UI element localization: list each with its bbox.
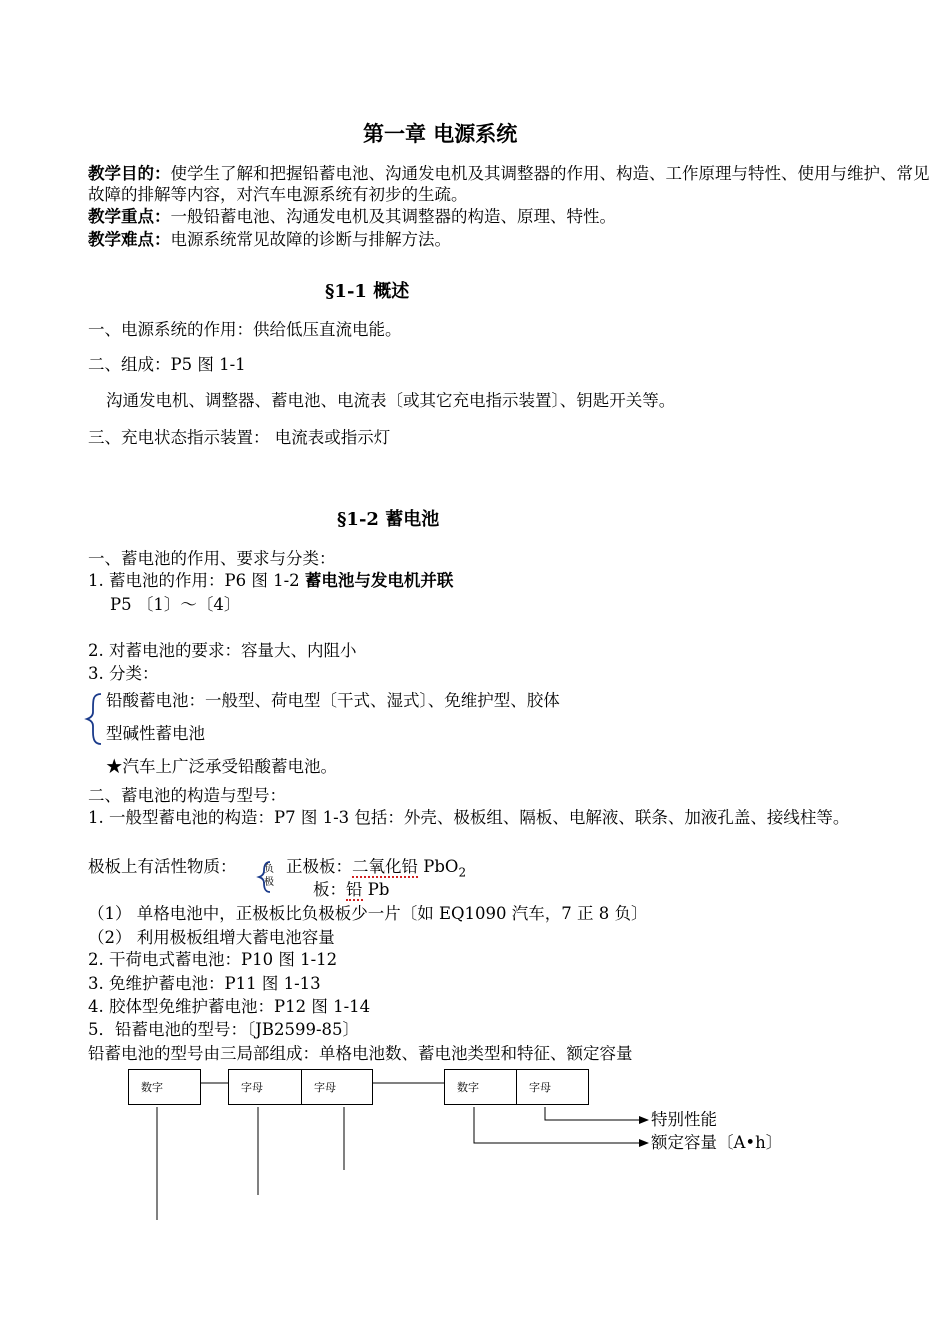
battery-line-1: 一、蓄电池的作用、要求与分类： (88, 549, 336, 568)
model-box-letter-special: 字母 (516, 1069, 589, 1105)
teaching-focus-text: 一般铅蓄电池、沟通发电机及其调整器的构造、原理、特性。 (170, 207, 616, 226)
section-1-1-line-1: 一、电源系统的作用：供给低压直流电能。 (88, 320, 402, 339)
battery-line-2 (88, 571, 453, 591)
battery-line-19: 铅蓄电池的型号由三局部组成：单格电池数、蓄电池类型和特征、额定容量 (88, 1044, 633, 1063)
battery-line-14: （2） 利用极板组增大蓄电池容量 (88, 928, 335, 947)
lead-dioxide: 二氧化铅 (352, 857, 418, 876)
battery-line-16: 3. 免维护蓄电池：P11 图 1-13 (88, 974, 321, 993)
teaching-focus (88, 207, 616, 227)
section-1-1-line-3: 沟通发电机、调整器、蓄电池、电流表〔或其它充电指示装置〕、钥匙开关等。 (106, 391, 676, 410)
battery-line-5: 3. 分类： (88, 664, 159, 683)
battery-line-4: 2. 对蓄电池的要求：容量大、内阻小 (88, 641, 357, 660)
model-box-letter-type: 字母 (228, 1069, 302, 1105)
battery-line-10: 1. 一般型蓄电池的构造：P7 图 1-3 包括：外壳、极板组、隔板、电解液、联条、加液孔盖、接线柱等。 (88, 808, 850, 827)
battery-line-17: 4. 胶体型免维护蓄电池：P12 图 1-14 (88, 997, 371, 1016)
teaching-focus-label: 教学重点： (88, 207, 171, 226)
model-box-number-cells: 数字 (128, 1069, 201, 1105)
battery-function-bold: 蓄电池与发电机并联 (304, 571, 454, 590)
battery-line-15: 2. 干荷电式蓄电池：P10 图 1-12 (88, 950, 338, 969)
section-1-1-line-4: 三、充电状态指示装置： 电流表或指示灯 (88, 428, 391, 447)
negative-plate (313, 880, 389, 900)
section-1-1-line-2: 二、组成：P5 图 1-1 (88, 355, 246, 374)
teaching-purpose (88, 163, 930, 206)
battery-line-7: 型碱性蓄电池 (106, 724, 205, 743)
teaching-purpose-text: 使学生了解和把握铅蓄电池、沟通发电机及其调整器的作用、构造、工作原理与特性、使用与维护、常见故障的排解等内容，对汽车电源系统有初步的生疏。 (88, 164, 930, 205)
teaching-difficulty (88, 230, 451, 250)
chapter-title: 第一章 电源系统 (363, 121, 518, 146)
battery-function: 1. 蓄电池的作用：P6 图 1-2 (88, 571, 305, 590)
pbo2-subscript: 2 (458, 865, 467, 880)
teaching-difficulty-label: 教学难点： (88, 230, 171, 249)
label-rated-capacity: 额定容量〔A•h〕 (651, 1133, 783, 1152)
negative-plate-prefix: 板： (313, 880, 346, 899)
label-special-performance: 特别性能 (651, 1110, 717, 1129)
section-1-2-heading: §1-2 蓄电池 (337, 509, 440, 530)
battery-line-18: 5．铅蓄电池的型号：〔JB2599-85〕 (88, 1020, 360, 1039)
positive-plate (286, 857, 466, 880)
model-box-number-capacity: 数字 (444, 1069, 517, 1105)
teaching-purpose-label: 教学目的： (88, 164, 171, 183)
battery-line-3: P5 〔1〕～〔4〕 (110, 595, 241, 614)
pb-formula: Pb (362, 880, 390, 899)
teaching-difficulty-text: 电源系统常见故障的诊断与排解方法。 (170, 230, 451, 249)
lead: 铅 (346, 880, 363, 899)
battery-line-13: （1） 单格电池中，正极板比负极板少一片〔如 EQ1090 汽车，7 正 8 负〕 (88, 904, 648, 923)
battery-line-11: 极板上有活性物质： (88, 857, 237, 876)
positive-plate-prefix: 正极板： (286, 857, 352, 876)
model-box-letter-feature: 字母 (301, 1069, 373, 1105)
section-1-1-heading: §1-1 概述 (325, 281, 410, 302)
pbo2-formula: PbO (418, 857, 459, 876)
negative-plate-small: 负极 (264, 864, 274, 888)
battery-line-9: 二、蓄电池的构造与型号： (88, 786, 286, 805)
battery-line-8: ★汽车上广泛承受铅酸蓄电池。 (106, 757, 337, 776)
battery-line-6: 铅酸蓄电池：一般型、荷电型〔干式、湿式〕、免维护型、胶体 (106, 691, 560, 710)
